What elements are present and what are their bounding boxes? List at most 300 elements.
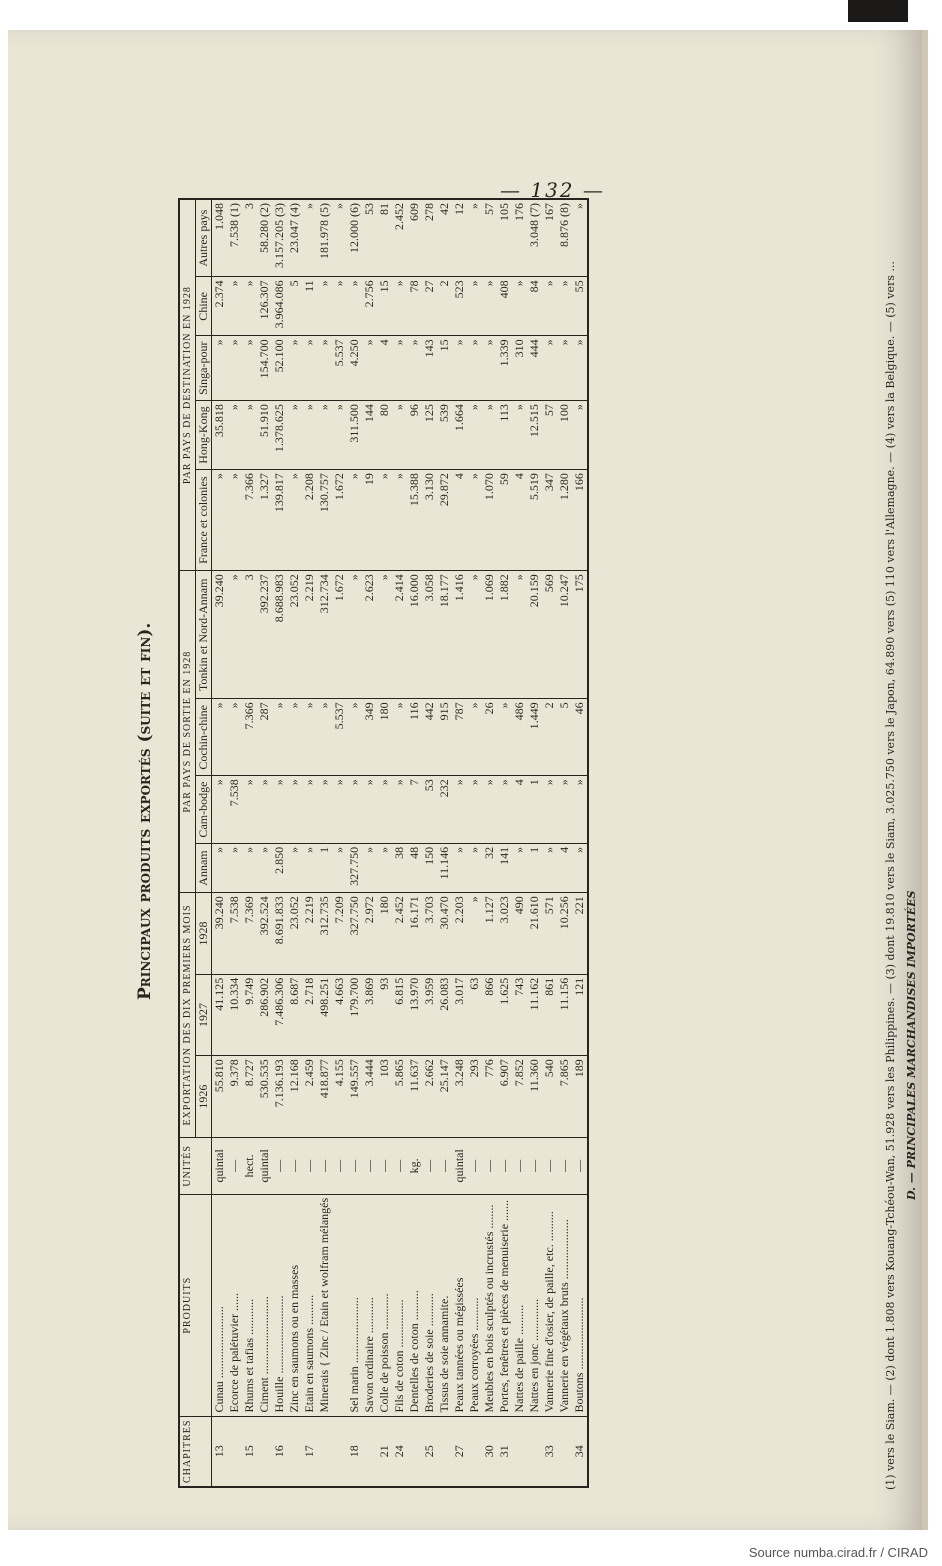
- cell-value: 1.048: [212, 199, 228, 277]
- cell-produit: Houille ..........................: [272, 1194, 287, 1416]
- cell-chapitre: [557, 1416, 572, 1487]
- cell-value: »: [542, 336, 557, 401]
- cell-value: 3.964.086: [272, 277, 287, 336]
- cell-produit: Vannerie fine d'osier, de paille, etc. ..........: [542, 1194, 557, 1416]
- table-row: [482, 199, 497, 1487]
- cell-value: »: [557, 776, 572, 844]
- cell-value: »: [302, 336, 317, 401]
- cell-value: »: [257, 776, 272, 844]
- cell-value: »: [317, 277, 332, 336]
- cell-unite: —: [482, 1137, 497, 1194]
- table-row: [407, 199, 422, 1487]
- cell-chapitre: [287, 1416, 302, 1487]
- cell-value: 52.100: [272, 336, 287, 401]
- cell-value: »: [512, 843, 527, 892]
- cell-value: 113: [497, 401, 512, 470]
- cell-value: »: [542, 776, 557, 844]
- cell-value: 1.280: [557, 470, 572, 571]
- subheader-4: Cam-bodge: [196, 776, 212, 844]
- cell-produit: [332, 1194, 347, 1416]
- cell-value: 93: [377, 974, 392, 1056]
- table-row: [542, 199, 557, 1487]
- cell-value: 1.449: [527, 699, 542, 776]
- cell-value: 486: [512, 699, 527, 776]
- cell-value: »: [332, 199, 347, 277]
- cell-value: 3.130: [422, 470, 437, 571]
- cell-chapitre: 27: [452, 1416, 467, 1487]
- cell-produit: Peaux corroyées ...........: [467, 1194, 482, 1416]
- cell-value: »: [407, 336, 422, 401]
- cell-value: 1.327: [257, 470, 272, 571]
- cell-value: 4.663: [332, 974, 347, 1056]
- cell-value: 540: [542, 1056, 557, 1138]
- cell-value: 141: [497, 843, 512, 892]
- cell-value: »: [302, 843, 317, 892]
- cell-value: 2.662: [422, 1056, 437, 1138]
- cell-value: 498.251: [317, 974, 332, 1056]
- table-row: [302, 199, 317, 1487]
- cell-value: 418.877: [317, 1056, 332, 1138]
- cell-value: 3.023: [497, 893, 512, 975]
- cell-value: »: [302, 776, 317, 844]
- cell-value: 53: [422, 776, 437, 844]
- cell-value: 26: [482, 699, 497, 776]
- cell-value: 96: [407, 401, 422, 470]
- cell-value: 392.237: [257, 571, 272, 699]
- cell-value: »: [287, 336, 302, 401]
- cell-value: »: [317, 401, 332, 470]
- cell-value: 609: [407, 199, 422, 277]
- cell-unite: hect.: [242, 1137, 257, 1194]
- cell-value: 2.203: [452, 893, 467, 975]
- cell-value: 4.250: [347, 336, 362, 401]
- cell-chapitre: [467, 1416, 482, 1487]
- cell-chapitre: 17: [302, 1416, 317, 1487]
- cell-value: 787: [452, 699, 467, 776]
- cell-value: 116: [407, 699, 422, 776]
- cell-value: 2.414: [392, 571, 407, 699]
- cell-value: 539: [437, 401, 452, 470]
- cell-value: »: [392, 470, 407, 571]
- cell-value: 149.557: [347, 1056, 362, 1138]
- table-row: [467, 199, 482, 1487]
- cell-value: 11.146: [437, 843, 452, 892]
- cell-value: 7.538 (1): [227, 199, 242, 277]
- cell-value: 29.872: [437, 470, 452, 571]
- cell-value: »: [392, 336, 407, 401]
- cell-value: »: [332, 776, 347, 844]
- cell-value: 1: [527, 776, 542, 844]
- cell-value: 1: [527, 843, 542, 892]
- cell-chapitre: [257, 1416, 272, 1487]
- book-edge-shadow: [848, 0, 908, 22]
- cell-value: 35.818: [212, 401, 228, 470]
- cell-value: »: [227, 843, 242, 892]
- cell-value: 3.703: [422, 893, 437, 975]
- cell-value: »: [392, 776, 407, 844]
- cell-value: »: [242, 336, 257, 401]
- cell-chapitre: [227, 1416, 242, 1487]
- header-destination: PAR PAYS DE DESTINATION EN 1928: [179, 199, 196, 571]
- cell-produit: Colle de poisson ............: [377, 1194, 392, 1416]
- cell-value: 27: [422, 277, 437, 336]
- cell-value: 20.159: [527, 571, 542, 699]
- cell-value: 11.360: [527, 1056, 542, 1138]
- cell-value: 310: [512, 336, 527, 401]
- cell-value: 2.452: [392, 893, 407, 975]
- cell-value: »: [272, 776, 287, 844]
- cell-value: 11.637: [407, 1056, 422, 1138]
- cell-value: 327.750: [347, 843, 362, 892]
- cell-value: 347: [542, 470, 557, 571]
- table-row: [257, 199, 272, 1487]
- subheader-1: 1927: [196, 974, 212, 1056]
- cell-value: 2.623: [362, 571, 377, 699]
- cell-chapitre: 34: [572, 1416, 588, 1487]
- cell-produit: Boutons ........................: [572, 1194, 588, 1416]
- cell-value: »: [467, 199, 482, 277]
- cell-value: 10.247: [557, 571, 572, 699]
- cell-value: 1.882: [497, 571, 512, 699]
- table-row: [452, 199, 467, 1487]
- cell-value: 175: [572, 571, 588, 699]
- cell-value: 523: [452, 277, 467, 336]
- cell-value: »: [467, 401, 482, 470]
- table-row: [227, 199, 242, 1487]
- cell-value: »: [572, 843, 588, 892]
- cell-value: 2: [542, 699, 557, 776]
- cell-value: 15: [377, 277, 392, 336]
- subheader-9: Singa-pour: [196, 336, 212, 401]
- cell-chapitre: 21: [377, 1416, 392, 1487]
- cell-value: 80: [377, 401, 392, 470]
- cell-value: »: [347, 571, 362, 699]
- cell-value: »: [542, 843, 557, 892]
- cell-unite: —: [497, 1137, 512, 1194]
- cell-value: 7.538: [227, 776, 242, 844]
- cell-unite: —: [527, 1137, 542, 1194]
- cell-value: 1.339: [497, 336, 512, 401]
- cell-value: 3.058: [422, 571, 437, 699]
- cell-chapitre: [407, 1416, 422, 1487]
- cell-value: 58.280 (2): [257, 199, 272, 277]
- cell-value: 143: [422, 336, 437, 401]
- cell-value: 4: [512, 470, 527, 571]
- cell-value: 144: [362, 401, 377, 470]
- cell-value: 3.444: [362, 1056, 377, 1138]
- cell-value: 293: [467, 1056, 482, 1138]
- cell-value: 15.388: [407, 470, 422, 571]
- cell-chapitre: [362, 1416, 377, 1487]
- table-row: [557, 199, 572, 1487]
- cell-value: »: [227, 699, 242, 776]
- cell-produit: Etain en saumons ..........: [302, 1194, 317, 1416]
- cell-value: »: [317, 336, 332, 401]
- cell-value: 3.248: [452, 1056, 467, 1138]
- table-row: [362, 199, 377, 1487]
- cell-value: 3: [242, 199, 257, 277]
- cell-value: »: [392, 699, 407, 776]
- cell-value: 53: [362, 199, 377, 277]
- cell-value: 3.959: [422, 974, 437, 1056]
- cell-value: 3.017: [452, 974, 467, 1056]
- cell-value: »: [347, 470, 362, 571]
- cell-value: 6.815: [392, 974, 407, 1056]
- cell-unite: —: [392, 1137, 407, 1194]
- cell-value: 7.136.193: [272, 1056, 287, 1138]
- cell-value: 26.083: [437, 974, 452, 1056]
- cell-produit: Zinc en saumons ou en masses: [287, 1194, 302, 1416]
- cell-value: »: [482, 401, 497, 470]
- cell-value: »: [302, 401, 317, 470]
- cell-value: »: [557, 277, 572, 336]
- cell-value: »: [362, 843, 377, 892]
- table-row: [497, 199, 512, 1487]
- cell-chapitre: 30: [482, 1416, 497, 1487]
- cell-value: 57: [482, 199, 497, 277]
- cell-unite: —: [362, 1137, 377, 1194]
- cell-chapitre: 16: [272, 1416, 287, 1487]
- cell-unite: quintal: [257, 1137, 272, 1194]
- cell-value: 569: [542, 571, 557, 699]
- cell-value: 1.625: [497, 974, 512, 1056]
- cell-unite: —: [317, 1137, 332, 1194]
- cell-value: 444: [527, 336, 542, 401]
- cell-value: 55: [572, 277, 588, 336]
- cell-value: 2.219: [302, 893, 317, 975]
- cell-produit: Meubles en bois sculptés ou incrustés ........: [482, 1194, 497, 1416]
- cell-value: 12.168: [287, 1056, 302, 1138]
- cell-unite: —: [422, 1137, 437, 1194]
- cell-value: »: [482, 336, 497, 401]
- cell-value: 8.691.833: [272, 893, 287, 975]
- cell-value: »: [227, 277, 242, 336]
- cell-value: 287: [257, 699, 272, 776]
- cell-produit: Portes, fenêtres et pièces de menuiserie .......: [497, 1194, 512, 1416]
- cell-value: 9.378: [227, 1056, 242, 1138]
- cell-value: 278: [422, 199, 437, 277]
- cell-produit: Tissus de soie annamite.: [437, 1194, 452, 1416]
- cell-value: 530.535: [257, 1056, 272, 1138]
- subheader-7: France et colonies: [196, 470, 212, 571]
- cell-value: »: [317, 699, 332, 776]
- cell-value: »: [572, 336, 588, 401]
- cell-value: »: [362, 776, 377, 844]
- cell-value: 167: [542, 199, 557, 277]
- cell-chapitre: 18: [347, 1416, 362, 1487]
- cell-value: 179.700: [347, 974, 362, 1056]
- cell-produit: Savon ordinaire ............: [362, 1194, 377, 1416]
- cell-value: 2: [437, 277, 452, 336]
- cell-produit: Sel marin ......................: [347, 1194, 362, 1416]
- cell-produit: Peaux tannées ou mégissées: [452, 1194, 467, 1416]
- cell-value: 2.208: [302, 470, 317, 571]
- cell-value: »: [212, 470, 228, 571]
- cell-value: 42: [437, 199, 452, 277]
- cell-value: 349: [362, 699, 377, 776]
- cell-value: 5.519: [527, 470, 542, 571]
- table-row: [437, 199, 452, 1487]
- cell-chapitre: [527, 1416, 542, 1487]
- cell-value: 57: [542, 401, 557, 470]
- cell-value: »: [452, 843, 467, 892]
- cell-value: 55.810: [212, 1056, 228, 1138]
- cell-value: »: [512, 571, 527, 699]
- cell-value: 861: [542, 974, 557, 1056]
- cell-value: »: [242, 401, 257, 470]
- cell-value: 12.515: [527, 401, 542, 470]
- cell-value: 12.000 (6): [347, 199, 362, 277]
- cell-value: 32: [482, 843, 497, 892]
- cell-value: 8.687: [287, 974, 302, 1056]
- section-d-heading: D. — PRINCIPALES MARCHANDISES IMPORTÉES: [905, 890, 918, 1200]
- cell-value: »: [512, 277, 527, 336]
- cell-value: 126.307: [257, 277, 272, 336]
- cell-value: 7: [407, 776, 422, 844]
- table-title: Principaux produits exportés (suite et fin).: [135, 622, 155, 1000]
- table-row: [392, 199, 407, 1487]
- cell-value: 18.177: [437, 571, 452, 699]
- cell-value: »: [332, 401, 347, 470]
- cell-value: 51.910: [257, 401, 272, 470]
- cell-value: »: [212, 336, 228, 401]
- cell-unite: —: [572, 1137, 588, 1194]
- cell-value: 392.524: [257, 893, 272, 975]
- cell-chapitre: 15: [242, 1416, 257, 1487]
- cell-produit: Ecorce de palétuvier ......: [227, 1194, 242, 1416]
- cell-value: 7.852: [512, 1056, 527, 1138]
- cell-value: 2.219: [302, 571, 317, 699]
- cell-value: 571: [542, 893, 557, 975]
- cell-value: 2.850: [272, 843, 287, 892]
- header-produits: PRODUITS: [179, 1194, 212, 1416]
- cell-value: »: [467, 776, 482, 844]
- table-row: [242, 199, 257, 1487]
- cell-value: 16.171: [407, 893, 422, 975]
- cell-value: 130.757: [317, 470, 332, 571]
- cell-value: 7.366: [242, 470, 257, 571]
- cell-unite: —: [437, 1137, 452, 1194]
- footnote: (1) vers le Siam. — (2) dont 1.808 vers Kouang-Tchéou-Wan, 51.928 vers les Philippines. — (3) dont 19.810 vers le Siam, 3.025.750 vers le Japon, 64.890 vers (5) 110 vers l'Allemagne. — (4) vers la Belgique. — (5) vers ...: [884, 261, 897, 1490]
- cell-value: »: [377, 843, 392, 892]
- subheader-3: Annam: [196, 843, 212, 892]
- cell-value: »: [212, 699, 228, 776]
- cell-value: »: [497, 776, 512, 844]
- cell-value: 743: [512, 974, 527, 1056]
- cell-value: »: [347, 776, 362, 844]
- cell-produit: Ciment ..........................: [257, 1194, 272, 1416]
- cell-value: »: [392, 277, 407, 336]
- cell-value: 23.052: [287, 893, 302, 975]
- cell-value: 189: [572, 1056, 588, 1138]
- cell-value: 7.538: [227, 893, 242, 975]
- subheader-2: 1928: [196, 893, 212, 975]
- cell-unite: —: [377, 1137, 392, 1194]
- cell-value: 4.155: [332, 1056, 347, 1138]
- cell-value: 915: [437, 699, 452, 776]
- header-exportation: EXPORTATION DES DIX PREMIERS MOIS: [179, 893, 196, 1138]
- cell-value: 2.718: [302, 974, 317, 1056]
- cell-value: 221: [572, 893, 588, 975]
- cell-produit: Nattes de paille ..........: [512, 1194, 527, 1416]
- cell-value: 100: [557, 401, 572, 470]
- cell-value: 11.162: [527, 974, 542, 1056]
- cell-value: 176: [512, 199, 527, 277]
- cell-value: 25.147: [437, 1056, 452, 1138]
- header-chapitres: CHAPITRES: [179, 1416, 212, 1487]
- cell-value: »: [227, 571, 242, 699]
- subheader-11: Autres pays: [196, 199, 212, 277]
- cell-value: »: [347, 699, 362, 776]
- cell-unite: —: [227, 1137, 242, 1194]
- cell-value: 1: [317, 843, 332, 892]
- cell-value: 4: [452, 470, 467, 571]
- cell-value: 2.452: [392, 199, 407, 277]
- cell-value: 1.127: [482, 893, 497, 975]
- cell-produit: Cunau ........................: [212, 1194, 228, 1416]
- cell-value: 48: [407, 843, 422, 892]
- table-row: [347, 199, 362, 1487]
- cell-produit: Dentelles de coton ..........: [407, 1194, 422, 1416]
- cell-value: 8.876 (8): [557, 199, 572, 277]
- cell-value: 1.672: [332, 571, 347, 699]
- cell-value: 30.470: [437, 893, 452, 975]
- cell-value: 1.416: [452, 571, 467, 699]
- cell-produit: Rhums et tafias ............: [242, 1194, 257, 1416]
- cell-value: 7.209: [332, 893, 347, 975]
- cell-value: »: [452, 776, 467, 844]
- table-row: [272, 199, 287, 1487]
- cell-value: 63: [467, 974, 482, 1056]
- cell-value: 490: [512, 893, 527, 975]
- cell-value: 312.735: [317, 893, 332, 975]
- table-row: [287, 199, 302, 1487]
- cell-value: 312.734: [317, 571, 332, 699]
- cell-value: »: [557, 336, 572, 401]
- cell-unite: —: [542, 1137, 557, 1194]
- cell-value: »: [362, 336, 377, 401]
- cell-value: 1.069: [482, 571, 497, 699]
- cell-value: 6.907: [497, 1056, 512, 1138]
- cell-value: 1.378.625: [272, 401, 287, 470]
- cell-value: 5: [287, 277, 302, 336]
- cell-value: 103: [377, 1056, 392, 1138]
- cell-value: »: [482, 277, 497, 336]
- cell-value: 286.902: [257, 974, 272, 1056]
- cell-unite: —: [512, 1137, 527, 1194]
- cell-value: 139.817: [272, 470, 287, 571]
- cell-value: »: [242, 277, 257, 336]
- cell-value: 23.052: [287, 571, 302, 699]
- cell-value: 16.000: [407, 571, 422, 699]
- cell-value: »: [227, 470, 242, 571]
- cell-unite: —: [287, 1137, 302, 1194]
- cell-value: 5: [557, 699, 572, 776]
- cell-value: »: [542, 277, 557, 336]
- cell-value: »: [287, 776, 302, 844]
- cell-value: »: [257, 843, 272, 892]
- cell-value: »: [227, 336, 242, 401]
- cell-value: 5.537: [332, 336, 347, 401]
- cell-value: 311.500: [347, 401, 362, 470]
- cell-value: 39.240: [212, 893, 228, 975]
- table-row: [317, 199, 332, 1487]
- cell-value: 181.978 (5): [317, 199, 332, 277]
- cell-value: 11.156: [557, 974, 572, 1056]
- cell-chapitre: 13: [212, 1416, 228, 1487]
- cell-value: 150: [422, 843, 437, 892]
- exports-table: [178, 198, 589, 1488]
